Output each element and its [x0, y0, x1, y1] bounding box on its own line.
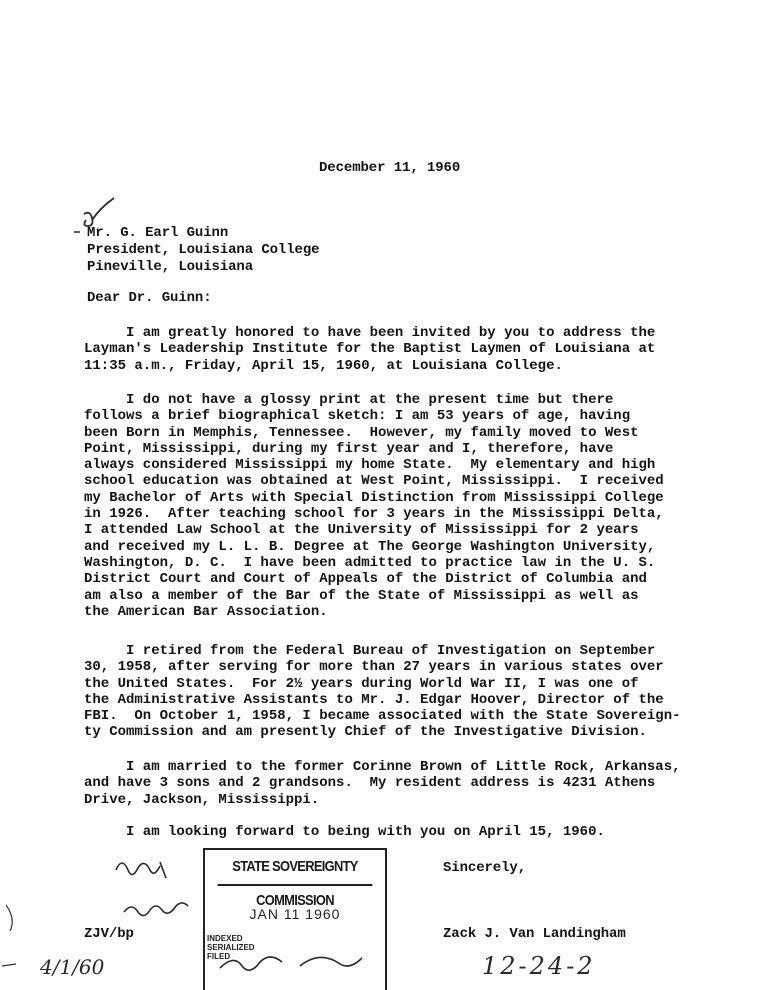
paragraph-line: Drive, Jackson, Mississippi. [84, 791, 320, 808]
stamp-title: STATE SOVEREIGNTY COMMISSION [218, 850, 373, 886]
stamp-date: JAN 11 1960 [249, 906, 341, 922]
received-stamp [203, 848, 387, 990]
paragraph-line: Washington, D. C. I have been admitted to practice law in the U. S. [84, 554, 656, 571]
paragraph-biography [84, 392, 724, 620]
paragraph-line: the Administrative Assistants to Mr. J. Edgar Hoover, Director of the [84, 691, 664, 708]
letter-date: December 11, 1960 [319, 160, 461, 176]
paragraph-line: I retired from the Federal Bureau of Investigation on September [84, 643, 656, 659]
paragraph-line: 30, 1958, after serving for more than 27 years in various states over [84, 659, 664, 676]
paragraph-line: my Bachelor of Arts with Special Distinction from Mississippi College [84, 489, 664, 506]
paragraph-line: am also a member of the Bar of the State of Mississippi as well as [84, 587, 639, 604]
paragraph-line: ty Commission and am presently Chief of the Investigative Division. [84, 724, 647, 741]
handwritten-date-note: 4/1/60 [40, 955, 105, 979]
handwritten-initials-mark [116, 862, 166, 878]
signer-name: Zack J. Van Landingham [443, 926, 626, 942]
recipient-name: Mr. G. Earl Guinn [87, 225, 229, 241]
paragraph-line: Point, Mississippi, during my first year and I, therefore, have [84, 440, 614, 457]
paragraph-line: I am looking forward to being with you on April 15, 1960. [84, 824, 605, 840]
paragraph-line: District Court and Court of Appeals of the District of Columbia and [84, 571, 647, 588]
recipient-title: President, Louisiana College [87, 242, 320, 258]
stamp-label-filed: FILED [207, 952, 231, 961]
paragraph-line: Layman's Leadership Institute for the Baptist Laymen of Louisiana at [84, 341, 656, 358]
recipient-city: Pineville, Louisiana [87, 259, 254, 275]
handwritten-scrawl-mark [124, 903, 188, 916]
paragraph-line: 11:35 a.m., Friday, April 15, 1960, at Louisiana College. [84, 357, 563, 374]
paragraph-line: the American Bar Association. [84, 603, 328, 620]
paragraph-line: in 1926. After teaching school for 3 years in the Mississippi Delta, [84, 506, 664, 523]
paragraph-line: been Born in Memphis, Tennessee. However, my family moved to West [84, 424, 639, 441]
stamp-label-indexed: INDEXED [207, 934, 243, 943]
paragraph-fbi-career [84, 643, 724, 741]
paragraph-line: I am greatly honored to have been invited by you to address the [84, 325, 656, 341]
paragraph-family [84, 759, 724, 808]
paragraph-line: and received my L. L. B. Degree at The George Washington University, [84, 538, 656, 555]
paragraph-line: and have 3 sons and 2 grandsons. My resident address is 4231 Athens [84, 775, 656, 792]
paragraph-line: FBI. On October 1, 1958, I became associated with the State Sovereign- [84, 708, 681, 725]
stamp-labels [207, 934, 255, 961]
paragraph-line: the United States. For 2½ years during World War II, I was one of [84, 675, 639, 692]
closing: Sincerely, [443, 860, 527, 876]
paragraph-line: I am married to the former Corinne Brown of Little Rock, Arkansas, [84, 759, 681, 775]
paragraph-line: follows a brief biographical sketch: I am 53 years of age, having [84, 408, 631, 425]
salutation: Dear Dr. Guinn: [87, 290, 212, 306]
paragraph-line: I attended Law School at the University of Mississippi for 2 years [84, 522, 639, 539]
paragraph-line: I do not have a glossy print at the present time but there [84, 392, 614, 408]
paragraph-line: school education was obtained at West Point, Mississippi. I received [84, 473, 664, 490]
handwritten-file-number: 12-24-2 [482, 952, 596, 980]
stamp-label-serialized: SERIALIZED [207, 943, 255, 952]
paragraph-closing-remark [84, 824, 724, 840]
margin-mark [2, 905, 16, 966]
typist-initials: ZJV/bp [84, 926, 134, 942]
paragraph-invitation [84, 325, 724, 374]
check-mark-icon [84, 198, 114, 226]
paragraph-line: always considered Mississippi my home State. My elementary and high [84, 457, 656, 474]
